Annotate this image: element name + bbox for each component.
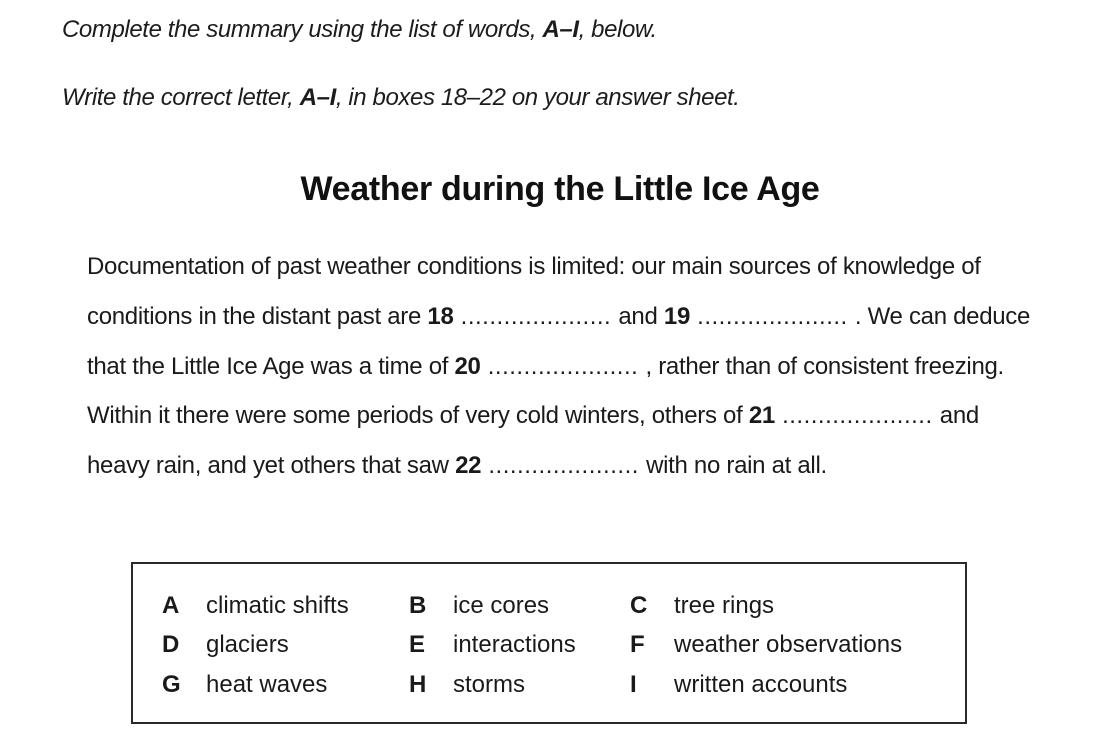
answer-gap-18[interactable]: ..................... — [453, 302, 619, 330]
word-option-g — [162, 671, 327, 699]
option-letter: A — [162, 592, 180, 619]
option-letter: G — [162, 671, 181, 698]
option-text: interactions — [453, 631, 576, 658]
option-letter: I — [630, 671, 637, 698]
word-option-b — [409, 592, 549, 620]
word-option-e — [409, 631, 576, 659]
summary-paragraph — [87, 242, 1047, 491]
question-number-18: 18 — [427, 302, 454, 330]
word-option-c — [630, 592, 774, 620]
option-letter: F — [630, 631, 645, 658]
summary-title: Weather during the Little Ice Age — [300, 170, 820, 208]
instruction-text: , in boxes 18–22 on your answer sheet. — [335, 84, 740, 111]
instruction-range: A–I — [299, 84, 336, 111]
answer-gap-22[interactable]: ..................... — [481, 452, 647, 480]
answer-gap-21[interactable]: ..................... — [774, 402, 940, 430]
summary-text: Documentation of past weather conditions is limited: our main sources of knowledge of conditions in the distant past are — [87, 253, 981, 330]
question-number-20: 20 — [454, 352, 481, 380]
option-text: glaciers — [206, 631, 289, 658]
option-letter: D — [162, 631, 180, 658]
summary-text: and — [618, 302, 664, 330]
instruction-line-2 — [62, 84, 740, 112]
instruction-line-1 — [62, 16, 657, 44]
summary-text: and heavy rain, and yet others that saw — [87, 402, 979, 480]
word-list-box — [131, 562, 967, 724]
word-option-h — [409, 671, 525, 699]
instruction-text: , below. — [578, 16, 657, 43]
instruction-range: A–I — [542, 16, 579, 43]
option-text: ice cores — [453, 592, 550, 619]
option-text: written accounts — [674, 671, 848, 698]
question-number-21: 21 — [748, 402, 775, 430]
question-number-19: 19 — [663, 302, 690, 330]
option-text: weather observations — [674, 631, 903, 658]
option-letter: H — [409, 671, 427, 698]
option-letter: B — [409, 592, 427, 619]
word-option-f — [630, 631, 902, 659]
word-option-a — [162, 592, 349, 620]
word-option-d — [162, 631, 289, 659]
question-number-22: 22 — [455, 452, 482, 480]
instruction-text: Complete the summary using the list of words, — [62, 16, 543, 43]
option-text: tree rings — [674, 592, 775, 619]
option-text: climatic shifts — [206, 592, 349, 619]
option-text: heat waves — [206, 671, 328, 698]
answer-gap-20[interactable]: ..................... — [480, 352, 646, 380]
option-text: storms — [453, 671, 525, 698]
summary-text: . We can deduce that the Little Ice Age was a time of — [87, 302, 1031, 380]
summary-text: with no rain at all. — [646, 452, 827, 480]
summary-text: , rather than of consistent freezing. Within it there were some periods of very cold winters, others of — [87, 352, 1004, 430]
instruction-text: Write the correct letter, — [62, 84, 300, 111]
option-letter: C — [630, 592, 648, 619]
option-letter: E — [409, 631, 426, 658]
word-option-i — [630, 671, 847, 699]
answer-gap-19[interactable]: ..................... — [690, 302, 855, 330]
